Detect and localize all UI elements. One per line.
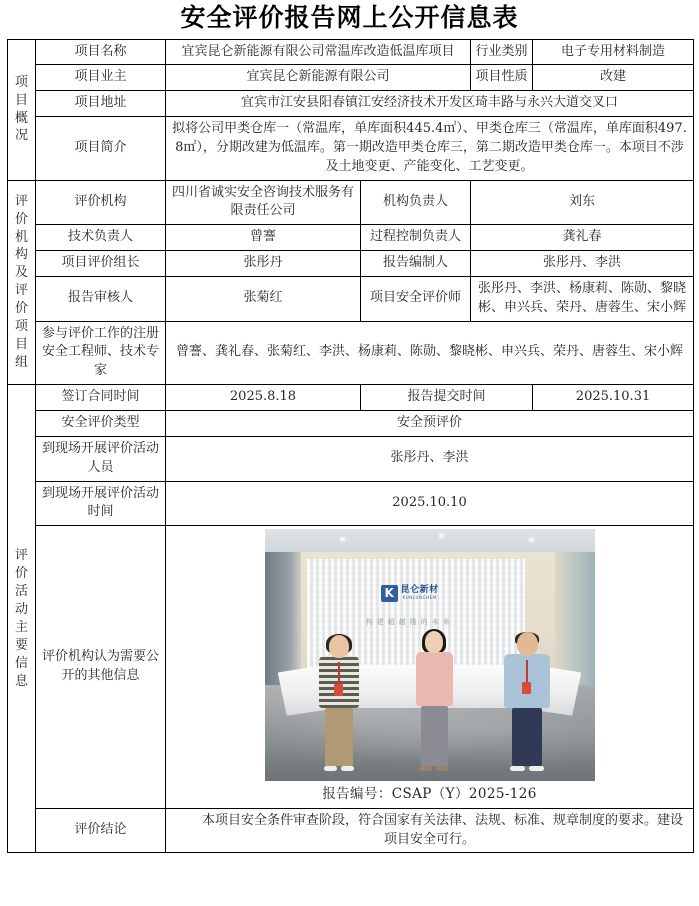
value-onsite-staff: 张彤丹、李洪 [166, 436, 694, 481]
photo-left-wall [265, 552, 301, 686]
section-label-agency [8, 180, 36, 385]
label-other-information: 评价机构认为需要公开的其他信息 [36, 526, 166, 809]
value-address: 宜宾市江安县阳春镇江安经济技术开发区琦丰路与永兴大道交叉口 [166, 91, 694, 117]
table-row-reviewer [8, 276, 694, 321]
shoes [324, 766, 354, 771]
value-technical-head: 曾謇 [166, 225, 361, 251]
label-safety-assessor: 项目安全评价师 [361, 276, 471, 321]
legs [421, 706, 448, 766]
head [425, 631, 443, 653]
value-registered-engineers: 曾謇、龚礼春、张菊红、李洪、杨康莉、陈勋、黎晓彬、申兴兵、荣丹、唐蓉生、宋小辉 [166, 321, 694, 385]
table-row-project-name [8, 39, 694, 65]
label-submit-date: 报告提交时间 [361, 385, 533, 411]
shoes [419, 766, 449, 771]
value-onsite-date: 2025.10.10 [166, 481, 694, 526]
value-industry: 电子专用材料制造 [533, 39, 694, 65]
label-address: 项目地址 [36, 91, 166, 117]
value-agency: 四川省诚实安全咨询技术服务有限责任公司 [166, 180, 361, 225]
torso [319, 656, 359, 708]
label-project-name: 项目名称 [36, 39, 166, 65]
kunlun-logo-english: KUNLUNCHEM [402, 595, 437, 601]
cell-site-photo [166, 526, 694, 809]
section-label-overview [8, 39, 36, 180]
value-evaluation-type: 安全预评价 [166, 411, 694, 437]
value-safety-assessor: 张彤丹、李洪、杨康莉、陈勋、黎晓彬、申兴兵、荣丹、唐蓉生、宋小辉 [471, 276, 694, 321]
shoe [324, 766, 337, 771]
head [517, 632, 538, 656]
label-contract-date: 签订合同时间 [36, 385, 166, 411]
kunlun-logo-mark: K [381, 585, 398, 602]
legs [512, 708, 542, 766]
label-introduction: 项目简介 [36, 117, 166, 181]
photo-right-wall [555, 552, 595, 686]
table-row-owner [8, 65, 694, 91]
person-left [317, 635, 361, 771]
value-owner: 宜宾昆仑新能源有限公司 [166, 65, 471, 91]
id-badge-icon [338, 662, 340, 684]
value-reviewer: 张菊红 [166, 276, 361, 321]
kunlun-logo [381, 585, 439, 602]
kunlun-logo-chinese: 昆仑新材 [400, 585, 439, 596]
table-row-other-information [8, 526, 694, 809]
shoes [510, 766, 544, 771]
label-onsite-date: 到现场开展评价活动时间 [36, 481, 166, 526]
label-registered-engineers: 参与评价工作的注册安全工程师、技术专家 [36, 321, 166, 385]
torso [504, 654, 550, 708]
table-row-agency [8, 180, 694, 225]
label-project-nature: 项目性质 [471, 65, 533, 91]
label-conclusion: 评价结论 [36, 808, 166, 853]
ceiling-light-icon [529, 538, 534, 542]
shoe [529, 766, 544, 771]
shoe [510, 766, 525, 771]
legs [325, 708, 353, 766]
table-row-contract-date [8, 385, 694, 411]
section-label-activity-text: 评价活动主要信息 [14, 548, 28, 689]
label-agency-head: 机构负责人 [361, 180, 471, 225]
section-label-activity [8, 385, 36, 853]
page-title: 安全评价报告网上公开信息表 [180, 3, 519, 32]
person-right [502, 632, 552, 771]
table-row-address [8, 91, 694, 117]
table-row-onsite-staff [8, 436, 694, 481]
label-process-control-head: 过程控制负责人 [361, 225, 471, 251]
shoe [419, 766, 432, 771]
table-row-introduction [8, 117, 694, 181]
torso [416, 652, 453, 706]
table-row-conclusion [8, 808, 694, 853]
label-industry: 行业类别 [471, 39, 533, 65]
shoe [436, 766, 449, 771]
site-photo [265, 529, 595, 781]
photo-ceiling [265, 529, 595, 554]
value-contract-date: 2025.8.18 [166, 385, 361, 411]
report-number: 报告编号：CSAP（Y）2025-126 [322, 786, 537, 803]
public-information-form [7, 39, 694, 854]
value-process-control-head: 龚礼春 [471, 225, 694, 251]
table-row-team-leader [8, 251, 694, 277]
label-evaluation-type: 安全评价类型 [36, 411, 166, 437]
label-owner: 项目业主 [36, 65, 166, 91]
value-agency-head: 刘东 [471, 180, 694, 225]
table-row-registered-engineers [8, 321, 694, 385]
label-reviewer: 报告审核人 [36, 276, 166, 321]
wall-slogan: 构建超越隆的未来 [365, 618, 454, 627]
section-label-overview-text: 项目概况 [14, 74, 28, 144]
value-submit-date: 2025.10.31 [533, 385, 694, 411]
shoe [341, 766, 354, 771]
label-agency: 评价机构 [36, 180, 166, 225]
value-conclusion: 本项目安全条件审查阶段，符合国家有关法律、法规、标准、规章制度的要求。建设项目安全可行。 [166, 808, 694, 853]
table-row-technical-head [8, 225, 694, 251]
person-center [413, 631, 455, 771]
label-technical-head: 技术负责人 [36, 225, 166, 251]
label-onsite-staff: 到现场开展评价活动人员 [36, 436, 166, 481]
head [329, 635, 349, 658]
label-report-author: 报告编制人 [361, 251, 471, 277]
value-team-leader: 张彤丹 [166, 251, 361, 277]
table-row-onsite-date [8, 481, 694, 526]
value-introduction: 拟将公司甲类仓库一（常温库，单库面积445.4㎡）、甲类仓库三（常温库，单库面积497.8㎡），分期改建为低温库。第一期改造甲类仓库三，第二期改造甲类仓库一。本项目不涉及土地变更、产能变化、工艺变更。 [166, 117, 694, 181]
value-report-author: 张彤丹、李洪 [471, 251, 694, 277]
section-label-agency-text: 评价机构及评价项目组 [14, 193, 28, 371]
id-badge-icon [526, 660, 528, 682]
label-team-leader: 项目评价组长 [36, 251, 166, 277]
table-row-evaluation-type [8, 411, 694, 437]
value-project-name: 宜宾昆仑新能源有限公司常温库改造低温库项目 [166, 39, 471, 65]
value-project-nature: 改建 [533, 65, 694, 91]
